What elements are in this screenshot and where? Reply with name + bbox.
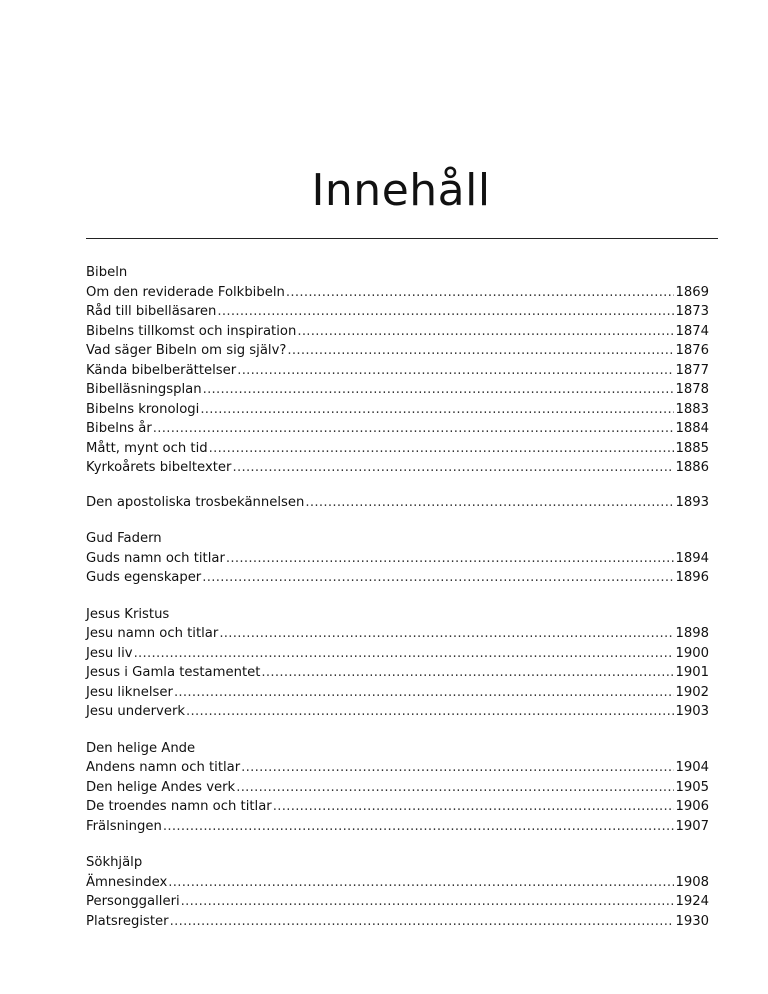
entry-page-number: 1930 xyxy=(675,913,709,929)
entry-page-number: 1878 xyxy=(675,382,709,397)
entry-page-number: 1896 xyxy=(675,570,709,585)
entry-label: Jesu underverk xyxy=(86,704,186,719)
toc-entry[interactable] xyxy=(86,702,709,722)
dot-leader xyxy=(168,873,674,893)
dot-leader xyxy=(202,568,674,588)
entry-page-number: 1904 xyxy=(675,760,709,775)
entry-page-number: 1901 xyxy=(675,665,709,680)
toc-section-den-helige-ande xyxy=(86,739,709,837)
toc-entry[interactable] xyxy=(86,892,709,912)
toc-entry[interactable] xyxy=(86,439,709,459)
toc-entry[interactable] xyxy=(86,568,709,588)
entry-label: Jesu namn och titlar xyxy=(86,626,219,641)
toc-entry[interactable] xyxy=(86,493,709,513)
entry-label: Den apostoliska trosbekännelsen xyxy=(86,494,305,510)
toc-entry[interactable] xyxy=(86,283,709,303)
entry-page-number: 1886 xyxy=(675,460,709,475)
dot-leader xyxy=(181,892,675,912)
entry-page-number: 1876 xyxy=(675,343,709,358)
entry-label: Kända bibelberättelser xyxy=(86,362,237,378)
toc-entry[interactable] xyxy=(86,302,709,322)
dot-leader xyxy=(200,400,674,420)
entry-page-number: 1869 xyxy=(675,284,709,300)
toc-section-gud-fadern xyxy=(86,529,709,588)
entry-page-number: 1873 xyxy=(675,304,709,319)
entry-label: Mått, mynt och tid xyxy=(86,440,208,456)
toc-entry[interactable] xyxy=(86,683,709,703)
entry-label: Bibelläsningsplan xyxy=(86,382,202,397)
entry-label: Ämnesindex xyxy=(86,874,168,890)
section-spacer xyxy=(86,588,709,605)
toc-entry[interactable] xyxy=(86,778,709,798)
section-heading: Bibeln xyxy=(86,265,128,280)
dot-leader xyxy=(287,341,674,361)
entry-page-number: 1885 xyxy=(675,440,709,456)
entry-label: Bibelns tillkomst och inspiration xyxy=(86,323,297,339)
toc-entry[interactable] xyxy=(86,624,709,644)
section-spacer xyxy=(86,836,709,853)
entry-page-number: 1906 xyxy=(675,799,709,814)
entry-label: Råd till bibelläsaren xyxy=(86,304,217,319)
entry-page-number: 1898 xyxy=(675,626,709,641)
toc-entry[interactable] xyxy=(86,873,709,893)
dot-leader xyxy=(286,283,675,303)
entry-page-number: 1908 xyxy=(675,874,709,890)
dot-leader xyxy=(134,644,675,664)
toc-entry[interactable] xyxy=(86,797,709,817)
toc-entry[interactable] xyxy=(86,380,709,400)
dot-leader xyxy=(217,302,674,322)
toc-entry[interactable] xyxy=(86,549,709,569)
entry-label: Om den reviderade Folkbibeln xyxy=(86,284,285,300)
toc-entry[interactable] xyxy=(86,322,709,342)
dot-leader xyxy=(219,624,674,644)
dot-leader xyxy=(297,322,674,342)
entry-label: Jesu liv xyxy=(86,645,133,661)
entry-label: Jesu liknelser xyxy=(86,684,173,700)
dot-leader xyxy=(273,797,675,817)
entry-page-number: 1894 xyxy=(675,550,709,566)
dot-leader xyxy=(236,778,674,798)
section-heading: Jesus Kristus xyxy=(86,606,170,622)
entry-label: Vad säger Bibeln om sig själv? xyxy=(86,343,287,358)
toc-entry[interactable] xyxy=(86,912,709,932)
toc-section-jesus-kristus xyxy=(86,605,709,722)
toc-entry[interactable] xyxy=(86,400,709,420)
section-spacer xyxy=(86,512,709,529)
entry-label: Andens namn och titlar xyxy=(86,760,241,775)
section-spacer xyxy=(86,722,709,739)
toc-entry[interactable] xyxy=(86,663,709,683)
table-of-contents xyxy=(86,263,709,931)
toc-entry[interactable] xyxy=(86,644,709,664)
dot-leader xyxy=(174,683,675,703)
dot-leader xyxy=(241,758,674,778)
entry-page-number: 1905 xyxy=(675,779,709,795)
entry-label: Frälsningen xyxy=(86,818,162,834)
toc-entry[interactable] xyxy=(86,419,709,439)
entry-label: Kyrkoårets bibeltexter xyxy=(86,460,232,475)
entry-label: Guds egenskaper xyxy=(86,570,202,585)
dot-leader xyxy=(153,419,675,439)
toc-entry[interactable] xyxy=(86,817,709,837)
entry-page-number: 1893 xyxy=(675,494,709,510)
entry-page-number: 1902 xyxy=(675,684,709,700)
dot-leader xyxy=(226,549,675,569)
entry-page-number: 1907 xyxy=(675,818,709,834)
entry-page-number: 1874 xyxy=(675,323,709,339)
page-title: Innehåll xyxy=(311,165,491,216)
entry-page-number: 1877 xyxy=(675,362,709,378)
toc-entry[interactable] xyxy=(86,758,709,778)
dot-leader xyxy=(170,912,675,932)
toc-section-creed xyxy=(86,493,709,513)
entry-label: Jesus i Gamla testamentet xyxy=(86,665,261,680)
section-spacer xyxy=(86,478,709,493)
dot-leader xyxy=(203,380,675,400)
section-heading: Sökhjälp xyxy=(86,855,143,870)
entry-label: Platsregister xyxy=(86,913,169,929)
entry-label: Personggalleri xyxy=(86,894,180,909)
entry-label: Den helige Andes verk xyxy=(86,779,236,795)
entry-label: Bibelns år xyxy=(86,421,152,436)
dot-leader xyxy=(163,817,675,837)
dot-leader xyxy=(232,458,674,478)
toc-entry[interactable] xyxy=(86,458,709,478)
toc-section-sokhjalp xyxy=(86,853,709,931)
dot-leader xyxy=(305,493,674,513)
dot-leader xyxy=(261,663,674,683)
section-heading: Gud Fadern xyxy=(86,531,162,546)
entry-label: Bibelns kronologi xyxy=(86,401,200,417)
title-divider xyxy=(86,238,718,239)
entry-page-number: 1903 xyxy=(675,704,709,719)
dot-leader xyxy=(237,361,674,381)
dot-leader xyxy=(186,702,674,722)
entry-page-number: 1884 xyxy=(675,421,709,436)
toc-entry[interactable] xyxy=(86,341,709,361)
entry-label: De troendes namn och titlar xyxy=(86,799,272,814)
entry-page-number: 1883 xyxy=(675,401,709,417)
section-heading: Den helige Ande xyxy=(86,740,196,756)
entry-label: Guds namn och titlar xyxy=(86,550,225,566)
dot-leader xyxy=(209,439,675,459)
toc-entry[interactable] xyxy=(86,361,709,381)
entry-page-number: 1924 xyxy=(675,894,709,909)
entry-page-number: 1900 xyxy=(675,645,709,661)
toc-section-bibeln xyxy=(86,263,709,478)
